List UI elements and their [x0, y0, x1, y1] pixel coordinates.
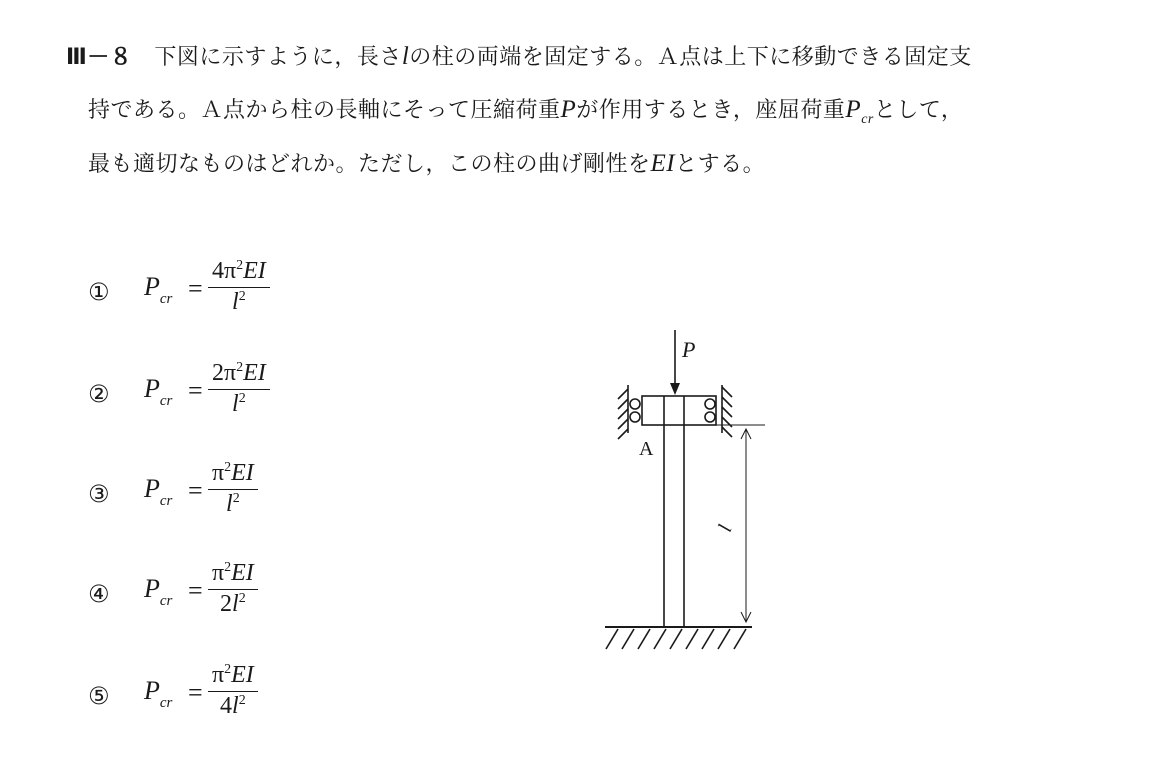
fraction-numerator: $4\pi^2EI$ — [208, 258, 270, 288]
right-hatch — [722, 407, 732, 417]
fraction-numerator: $\pi^2EI$ — [208, 560, 258, 590]
option-4[interactable] — [88, 560, 408, 630]
option-fraction — [208, 662, 258, 720]
left-roller — [630, 412, 640, 422]
question-line-2 — [88, 93, 963, 128]
column-diagram — [600, 325, 780, 655]
ground-hatch — [734, 629, 746, 649]
option-marker: ① — [88, 278, 110, 306]
line2-text-a: 持である。Ａ点から柱の長軸にそって圧縮荷重 — [88, 98, 561, 123]
ground-hatch — [654, 629, 666, 649]
equals-sign: = — [188, 274, 203, 303]
option-3[interactable] — [88, 460, 408, 530]
load-label: P — [682, 337, 696, 362]
option-lhs: $P_{cr}$ — [144, 474, 173, 509]
right-roller — [705, 412, 715, 422]
ground-hatch — [606, 629, 618, 649]
right-roller — [705, 399, 715, 409]
line3-text-a: 最も適切なものはどれか。ただし，この柱の曲げ剛性を — [88, 152, 651, 177]
question-line-3 — [88, 147, 765, 178]
option-lhs: $P_{cr}$ — [144, 272, 173, 307]
ground-hatch — [702, 629, 714, 649]
line1-text-b: の柱の両端を固定する。Ａ点は上下に移動できる固定支 — [409, 45, 972, 70]
option-lhs: $P_{cr}$ — [144, 676, 173, 711]
option-fraction — [208, 258, 270, 316]
column-diagram-svg — [600, 325, 780, 655]
option-fraction — [208, 360, 270, 418]
left-hatch — [618, 429, 628, 439]
option-lhs: $P_{cr}$ — [144, 374, 173, 409]
fraction-denominator: $l^2$ — [232, 289, 246, 315]
length-label: l — [714, 521, 737, 535]
fraction-numerator: $\pi^2EI$ — [208, 460, 258, 490]
ground-hatch — [670, 629, 682, 649]
fraction-numerator: $2\pi^2EI$ — [208, 360, 270, 390]
slider-block — [642, 396, 716, 425]
option-marker: ④ — [88, 580, 110, 608]
option-1[interactable] — [88, 258, 408, 328]
stiffness-symbol: EI — [650, 150, 676, 177]
equals-sign: = — [188, 678, 203, 707]
ground-hatch — [622, 629, 634, 649]
ground-hatch — [638, 629, 650, 649]
fraction-denominator: $4l^2$ — [220, 693, 246, 719]
line2-text-c: として， — [873, 98, 964, 123]
line3-text-b: とする。 — [675, 152, 766, 177]
option-marker: ③ — [88, 480, 110, 508]
option-fraction — [208, 560, 258, 618]
option-marker: ⑤ — [88, 682, 110, 710]
line1-text-a: 下図に示すように，長さ — [154, 45, 402, 70]
load-symbol: P — [560, 96, 577, 123]
left-hatch — [618, 419, 628, 429]
left-hatch — [618, 399, 628, 409]
option-marker: ② — [88, 380, 110, 408]
fraction-denominator: $l^2$ — [226, 491, 240, 517]
length-symbol: l — [401, 43, 410, 70]
equals-sign: = — [188, 376, 203, 405]
question-number: Ⅲ－８ — [66, 45, 133, 70]
fraction-denominator: $l^2$ — [232, 391, 246, 417]
option-5[interactable] — [88, 662, 408, 732]
option-lhs: $P_{cr}$ — [144, 574, 173, 609]
right-hatch — [722, 427, 732, 437]
left-hatch — [618, 389, 628, 399]
option-fraction — [208, 460, 258, 518]
option-2[interactable] — [88, 360, 408, 430]
right-hatch — [722, 387, 732, 397]
equals-sign: = — [188, 476, 203, 505]
right-hatch — [722, 397, 732, 407]
left-roller — [630, 399, 640, 409]
ground-hatch — [718, 629, 730, 649]
point-a-label: A — [639, 438, 654, 460]
question-line-1 — [66, 40, 972, 71]
load-arrow-head — [670, 383, 680, 395]
buckling-load-subscript: cr — [861, 112, 874, 127]
line2-text-b: が作用するとき，座屈荷重 — [576, 98, 846, 123]
left-hatch — [618, 409, 628, 419]
fraction-denominator: $2l^2$ — [220, 591, 246, 617]
ground-hatch — [686, 629, 698, 649]
buckling-load-symbol: P — [845, 96, 862, 123]
equals-sign: = — [188, 576, 203, 605]
fraction-numerator: $\pi^2EI$ — [208, 662, 258, 692]
